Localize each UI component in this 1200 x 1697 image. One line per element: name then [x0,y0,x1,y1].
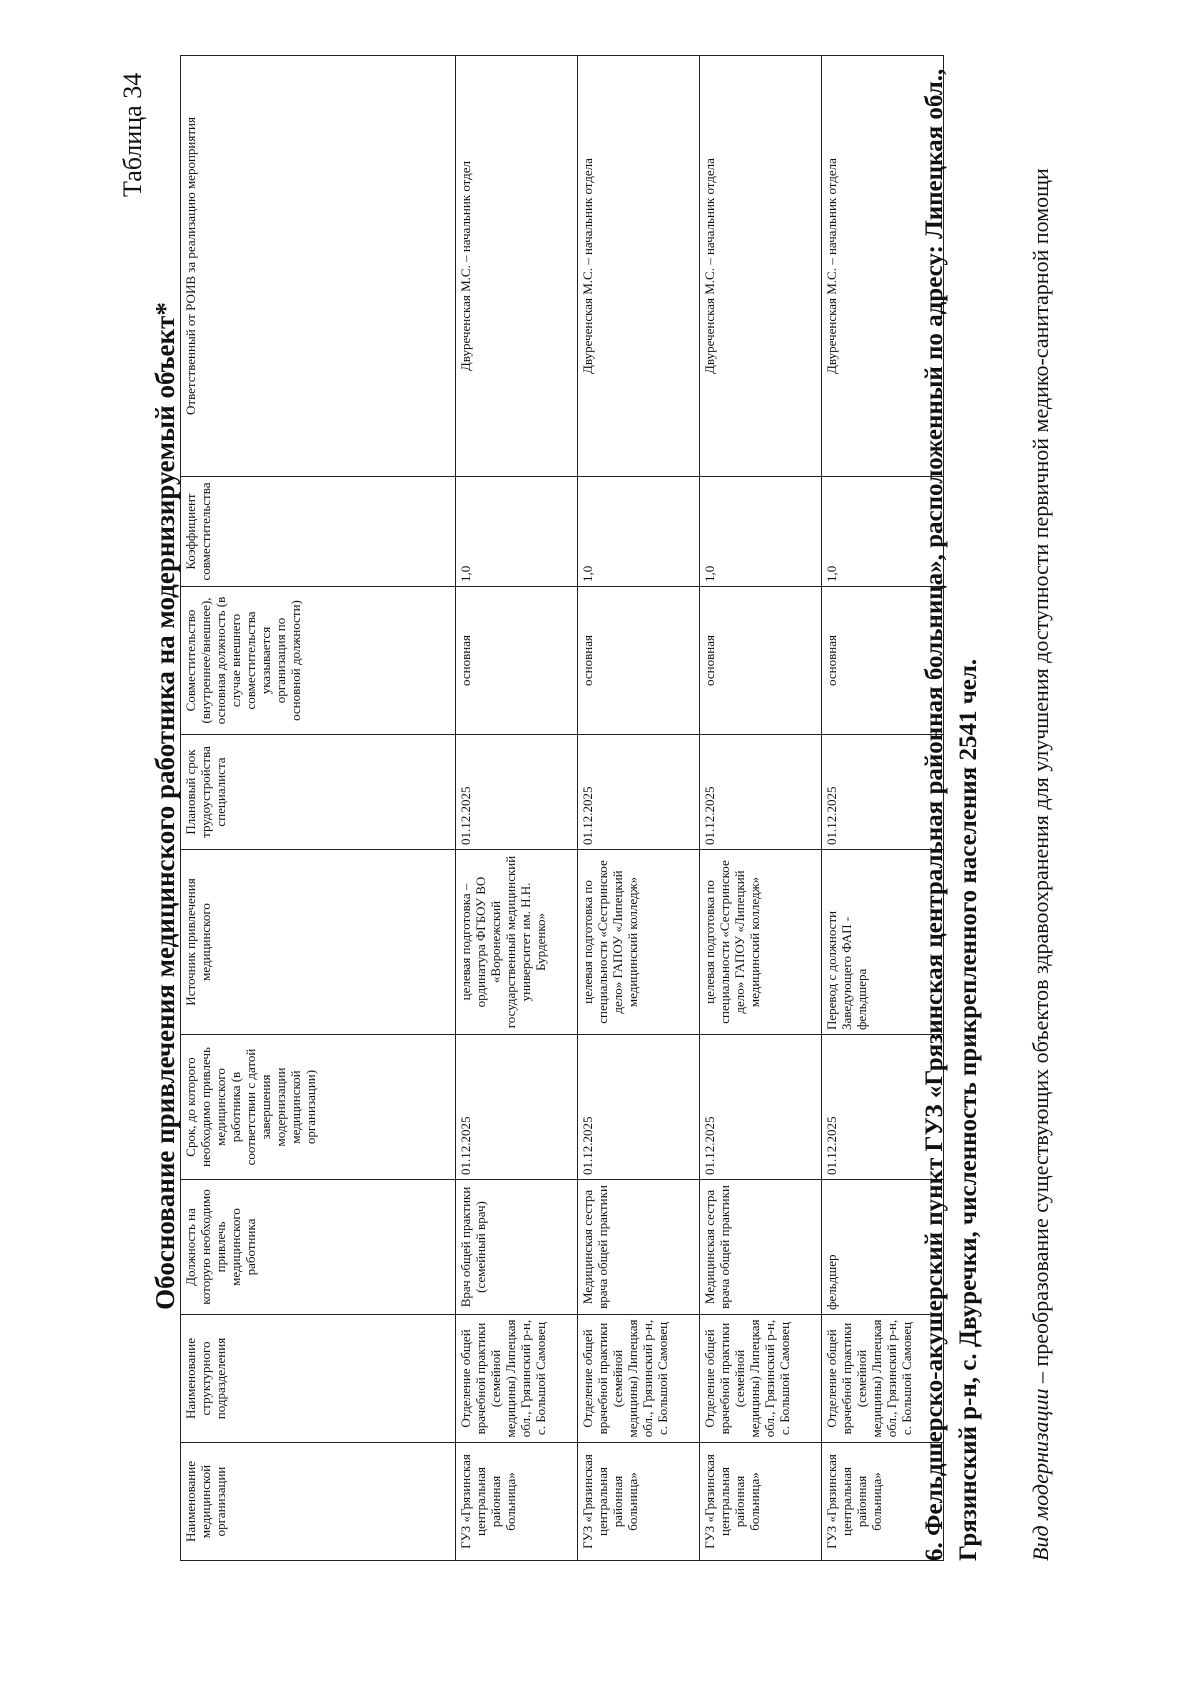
table-cell: ГУЗ «Грязинская центральная районная больница» [578,1443,700,1561]
table-cell: 01.12.2025 [456,1035,578,1180]
table-cell: целевая подготовка по специальности «Сестринское дело» ГАПОУ «Липецкий медицинский колледж» [578,850,700,1035]
table-cell: ГУЗ «Грязинская центральная районная больница» [822,1443,944,1561]
table-cell: 1,0 [822,477,944,587]
table-cell: 1,0 [456,477,578,587]
header-cell: Наименование структурного подразделения [181,1315,456,1443]
header-cell: Источник привлечения медицинского [181,850,456,1035]
table-cell: основная [700,587,822,735]
table-cell: целевая подготовка по специальности «Сестринское дело» ГАПОУ «Липецкий медицинский колледж» [700,850,822,1035]
modernization-type-label: Вид модернизации [1028,1388,1053,1561]
table-cell: 1,0 [700,477,822,587]
table-header-row [181,56,456,1561]
table-cell: Двуреченская М.С. – начальник отдел [456,56,578,477]
table-cell: Перевод с должности Заведующего ФАП - фельдшера [822,850,944,1035]
table-cell: Двуреченская М.С. – начальник отдела [578,56,700,477]
table-cell: 01.12.2025 [700,735,822,850]
table-cell: 01.12.2025 [578,735,700,850]
modernization-type-paragraph [1024,51,1058,1561]
table-cell: целевая подготовка – ординатура ФГБОУ ВО «Воронежский государственный медицинский университет им. Н.Н. Бурденко» [456,850,578,1035]
table-cell: 01.12.2025 [700,1035,822,1180]
staffing-table [180,55,944,1561]
header-cell: Срок, до которого необходимо привлечь медицинского работника (в соответствии с датой завершения модернизации медицинской организации) [181,1035,456,1180]
header-cell: Коэффициент совместительства [181,477,456,587]
table-cell: основная [456,587,578,735]
header-cell: Должность на которую необходимо привлечь медицинского работника [181,1180,456,1315]
table-cell: Медицинская сестра врача общей практики [578,1180,700,1315]
page-title: Обоснование привлечения медицинского работника на модернизируемый объект* [150,302,180,1310]
table-cell: основная [822,587,944,735]
modernization-type-text: – преобразование существующих объектов здравоохранения для улучшения доступности первичной медико-санитарной помощи [1028,168,1053,1389]
table-cell: Отделение общей врачебной практики (семейной медицины) Липецкая обл., Грязинский р-н, с. Большой Самовец [822,1315,944,1443]
header-cell: Наименование медицинской организации [181,1443,456,1561]
table-cell: Отделение общей врачебной практики (семейной медицины) Липецкая обл., Грязинский р-н, с. Большой Самовец [456,1315,578,1443]
table-cell: Врач общей практики (семейный врач) [456,1180,578,1315]
table-cell: фельдшер [822,1180,944,1315]
table-cell: Двуреченская М.С. – начальник отдела [822,56,944,477]
table-cell: Отделение общей врачебной практики (семейной медицины) Липецкая обл., Грязинский р-н, с. Большой Самовец [700,1315,822,1443]
table-cell: Отделение общей врачебной практики (семейной медицины) Липецкая обл., Грязинский р-н, с. Большой Самовец [578,1315,700,1443]
table-cell: 01.12.2025 [456,735,578,850]
table-row [578,56,700,1561]
header-cell: Ответственный от РОИВ за реализацию мероприятия [181,56,456,477]
table-cell: Двуреченская М.С. – начальник отдела [700,56,822,477]
table-row [700,56,822,1561]
section-heading: 6. Фельдшерско-акушерский пункт ГУЗ «Грязинская центральная районная больница», расположенный по адресу: Липецкая обл., Грязинский р-н, с. Двуречки, численность прикрепленного населения 2541 чел. [921,68,982,1561]
table-cell: 1,0 [578,477,700,587]
table-cell: ГУЗ «Грязинская центральная районная больница» [456,1443,578,1561]
table-cell: Медицинская сестра врача общей практики [700,1180,822,1315]
table-cell: 01.12.2025 [578,1035,700,1180]
header-cell: Плановый срок трудоустройства специалиста [181,735,456,850]
table-cell: 01.12.2025 [822,1035,944,1180]
header-cell: Совместительство (внутреннее/внешнее), основная должность (в случае внешнего совместительства указывается организация по основной должности) [181,587,456,735]
table-cell: 01.12.2025 [822,735,944,850]
table-row [456,56,578,1561]
table-cell: основная [578,587,700,735]
table-cell: ГУЗ «Грязинская центральная районная больница» [700,1443,822,1561]
table-number-label: Таблица 34 [118,72,147,197]
